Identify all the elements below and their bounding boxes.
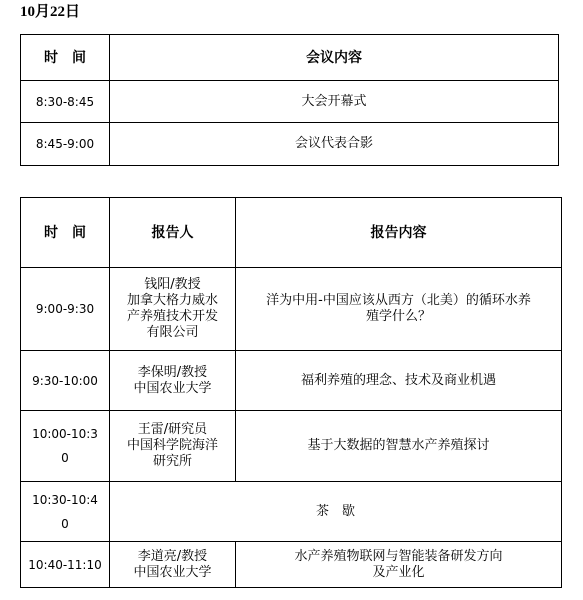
content-line: 基于大数据的智慧水产养殖探讨 [307,438,490,453]
report-schedule-table [20,197,562,588]
content-line: 洋为中用-中国应该从西方（北美）的循环水养 [266,293,531,308]
row-content: 大会开幕式 [110,81,559,123]
row-time: 9:30-10:00 [21,351,110,411]
speaker-line: 研究所 [152,454,192,469]
content-line: 水产养殖物联网与智能装备研发方向 [294,548,503,564]
schedule-date: 10月22日 [20,4,81,20]
row-time: 8:45-9:00 [21,123,110,166]
row-speaker [110,268,236,351]
row-time: 9:00-9:30 [21,268,110,351]
table-row [21,268,562,351]
content-line: 福利养殖的理念、技术及商业机遇 [300,372,496,388]
speaker-line: 中国农业大学 [133,380,212,396]
row-content [236,268,562,351]
speaker-line: 王雷/研究员 [137,422,208,437]
row-content: 会议代表合影 [110,123,559,166]
speaker-line: 李保明/教授 [137,364,208,380]
speaker-line: 钱阳/教授 [144,277,201,292]
opening-schedule-table [20,34,559,166]
speaker-line: 加拿大格力威水 [126,293,218,308]
row-speaker [110,411,236,482]
time-line: 10:00-10:3 [32,427,98,441]
time-line: 0 [61,451,69,465]
table-row [21,482,562,542]
header-speaker: 报告人 [110,198,236,268]
table-row [21,123,559,166]
time-line: 10:30-10:4 [32,492,98,507]
row-time: 8:30-8:45 [21,81,110,123]
content-line: 及产业化 [372,564,425,580]
tea-break-content: 茶 歇 [110,482,562,542]
table-row [21,351,562,411]
header-content: 会议内容 [110,35,559,81]
header-content: 报告内容 [236,198,562,268]
speaker-line: 中国农业大学 [133,564,212,580]
content-line: 殖学什么？ [365,309,431,324]
speaker-line: 有限公司 [146,325,199,340]
table-row [21,411,562,482]
header-time: 时 间 [21,198,110,268]
row-content [236,411,562,482]
table-row [21,81,559,123]
row-content [236,351,562,411]
row-time [21,482,110,542]
row-time [21,411,110,482]
speaker-line: 中国科学院海洋 [126,438,218,453]
table-row [21,542,562,588]
header-time: 时 间 [21,35,110,81]
table-header-row [21,198,562,268]
row-time: 10:40-11:10 [21,542,110,588]
speaker-line: 李道亮/教授 [137,548,208,564]
row-content [236,542,562,588]
row-speaker [110,542,236,588]
time-line: 0 [61,516,69,531]
table-header-row [21,35,559,81]
row-speaker [110,351,236,411]
speaker-line: 产养殖技术开发 [126,309,218,324]
